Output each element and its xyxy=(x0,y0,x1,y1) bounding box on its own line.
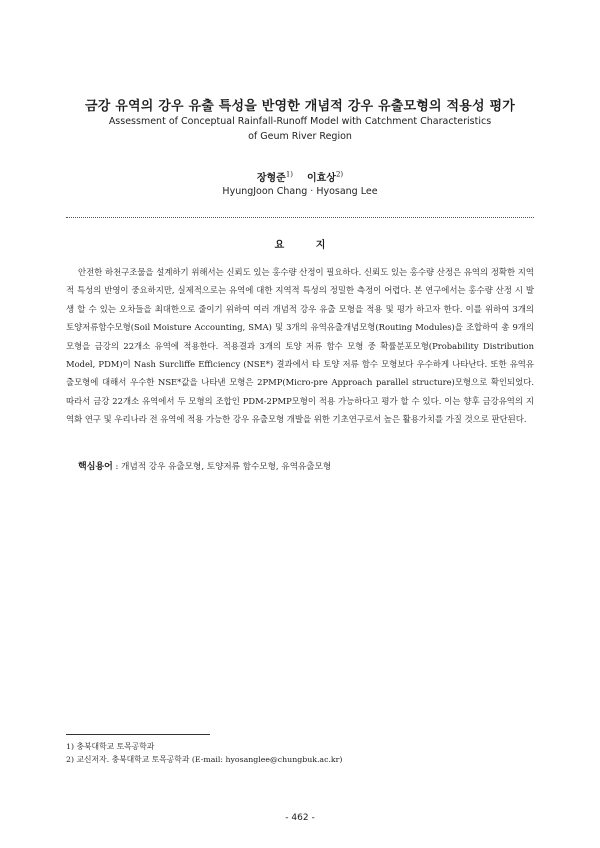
author-2-name: 이효상 xyxy=(306,173,336,184)
footnote-1: 1) 충북대학교 토목공학과 xyxy=(66,742,155,751)
english-title xyxy=(80,114,520,144)
keywords-line xyxy=(78,459,538,472)
keywords-separator: : xyxy=(112,462,122,472)
korean-authors xyxy=(0,169,600,184)
footnotes xyxy=(66,740,534,766)
page-number: - 462 - xyxy=(285,813,315,823)
english-title-line-2: of Geum River Region xyxy=(248,131,352,142)
author-1-name: 장형준 xyxy=(256,173,286,184)
keywords-label: 핵심용어 xyxy=(78,462,113,472)
footnote-2: 2) 교신저자. 충북대학교 토목공학과 (E-mail: hyosanglee@chungbuk.ac.kr) xyxy=(66,755,343,764)
korean-title: 금강 유역의 강우 유출 특성을 반영한 개념적 강우 유출모형의 적용성 평가 xyxy=(85,99,515,114)
keywords-text: 개념적 강우 유출모형, 토양저류 함수모형, 유역유출모형 xyxy=(121,462,332,472)
abstract-heading: 요 지 xyxy=(274,240,340,251)
abstract-body: 안전한 하천구조물을 설계하기 위해서는 신뢰도 있는 홍수량 산정이 필요하다. 신뢰도 있는 홍수량 산정은 유역의 정확한 지역적 특성의 반영이 중요하지만, 실제적으로는 유역에 대한 지역적 특성의 정밀한 측정이 어렵다. 본 연구에서는 홍수량 산정 시 발생 할 수 있는 오차들을 최대한으로 줄이기 위하여 여러 개념적 강우 유출 모형을 적용 및 평가 하고자 한다. 이를 위하여 3개의 토양저류함수모형(Soil Moisture Accounting, SMA) 및 3개의 유역유출개념모형(Routing Modules)을 조합하여 총 9개의 모형을 금강의 22개소 유역에 적용한다. 적용결과 3개의 토양 저류 함수 모형 중 확률분포모형(Probability Distribution Model, PDM)이 Nash Surcliffe Efficiency (NSE*) 결과에서 타 토양 저류 함수 모형보다 우수하게 나타난다. 또한 유역유출모형에 대해서 우수한 NSE*값을 나타낸 모형은 2PMP(Micro-pre Approach parallel structure)모형으로 확인되었다. 따라서 금강 22개소 유역에서 두 모형의 조합인 PDM-2PMP모형이 적용 가능하다고 평가 할 수 있다. 이는 향후 금강유역의 지역화 연구 및 우리나라 전 유역에 적용 가능한 강우 유출모형 개발을 위한 기초연구로서 높은 활용가치를 가질 것으로 판단된다. xyxy=(66,267,534,425)
footnote-rule xyxy=(66,734,210,735)
english-title-line-1: Assessment of Conceptual Rainfall-Runoff Model with Catchment Characteristics xyxy=(108,116,492,127)
author-2-mark: 2) xyxy=(335,170,344,179)
english-authors: HyungJoon Chang · Hyosang Lee xyxy=(222,186,378,197)
dotted-divider xyxy=(66,217,534,218)
author-1-mark: 1) xyxy=(285,170,294,179)
